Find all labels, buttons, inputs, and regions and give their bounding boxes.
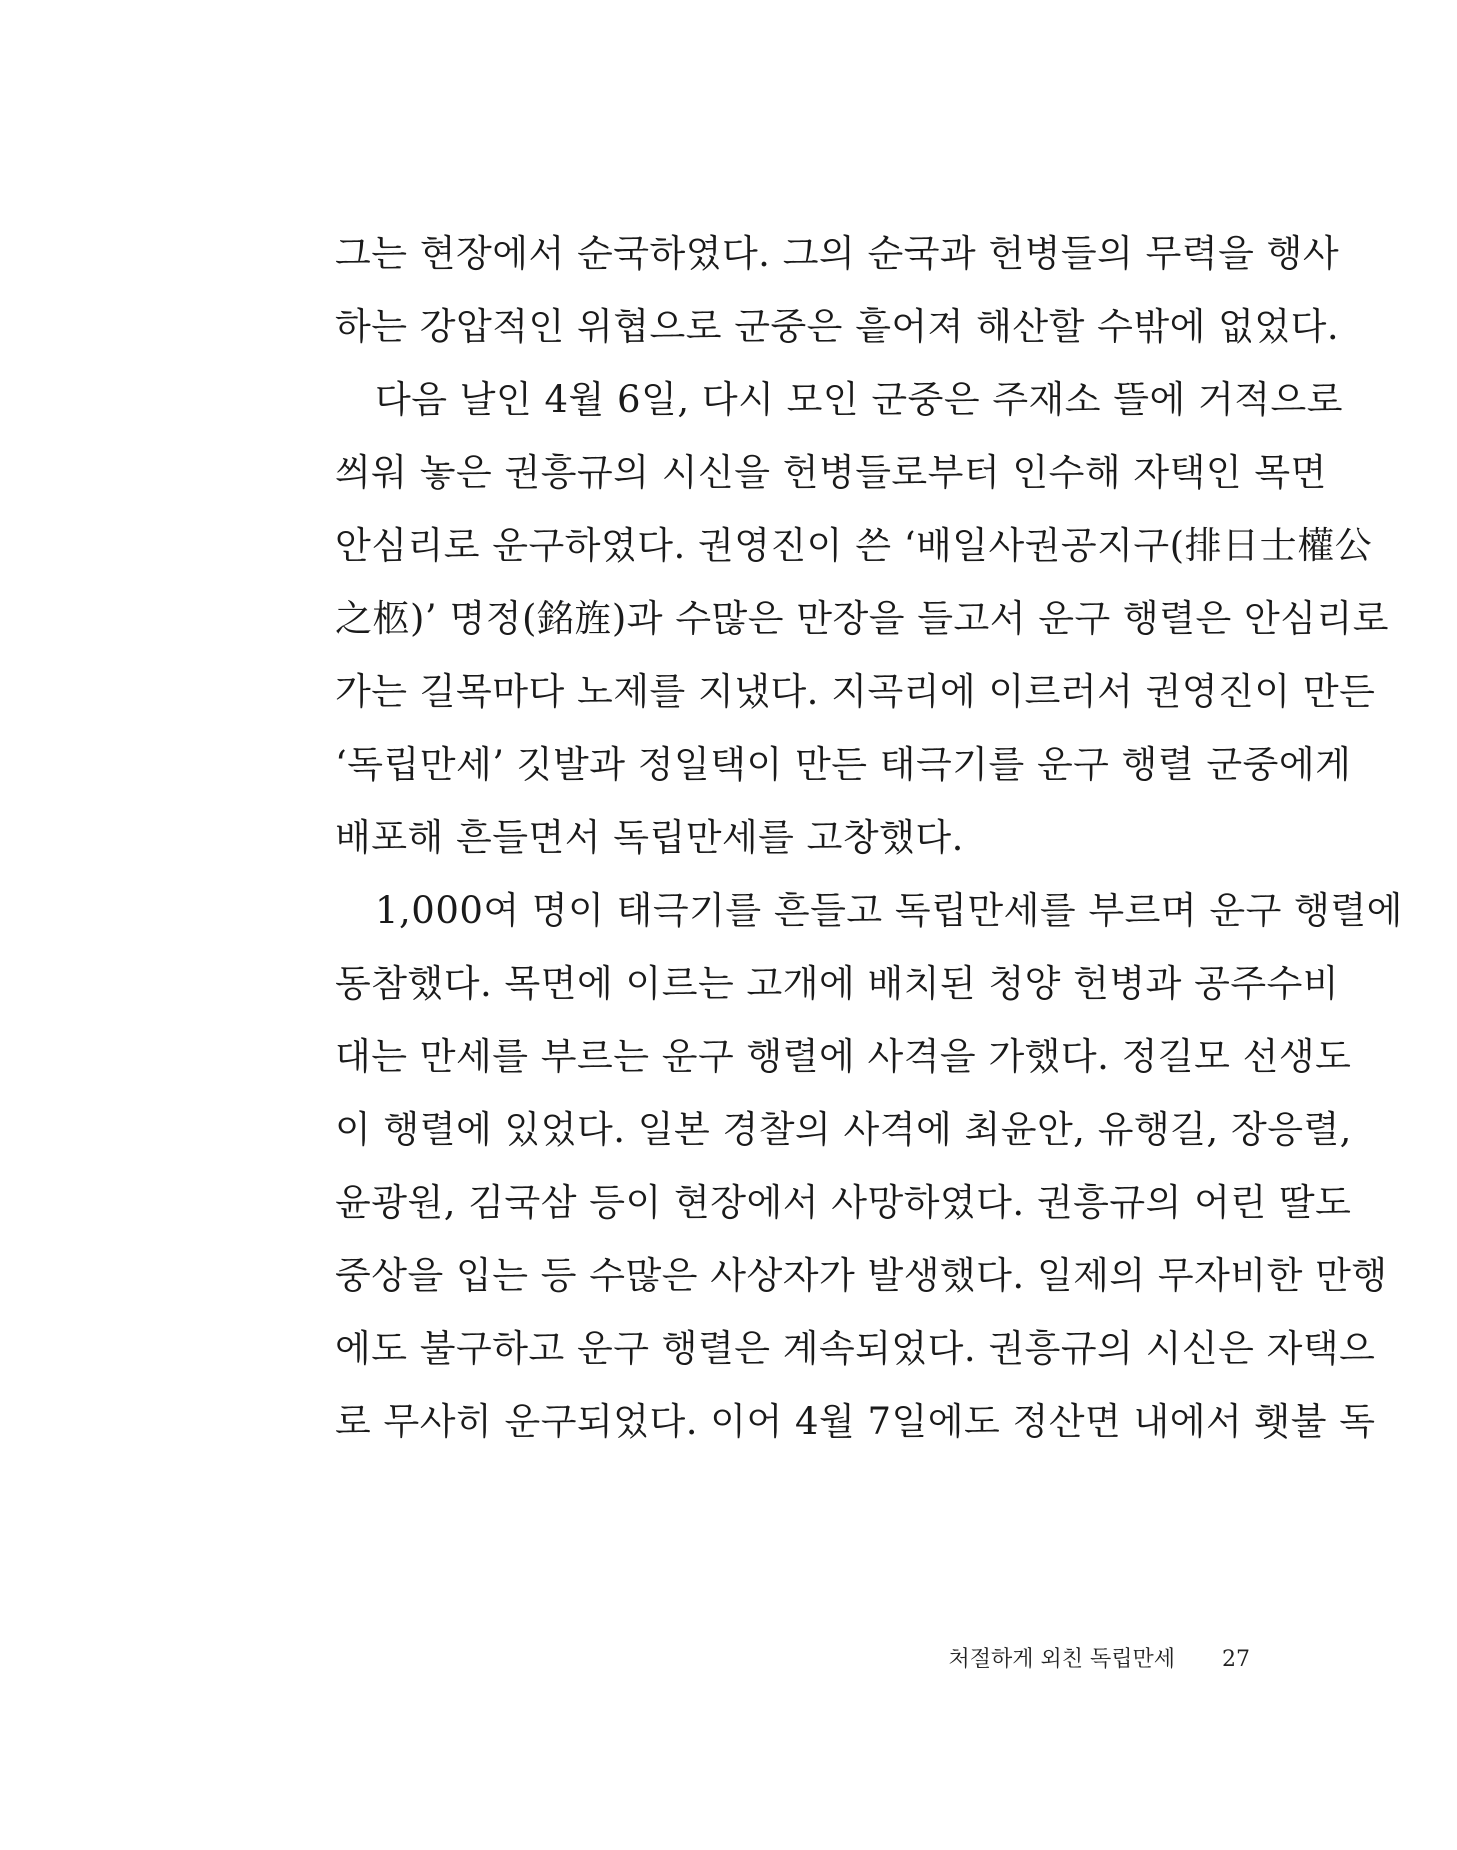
- running-head: 처절하게 외친 독립만세: [948, 1647, 1175, 1672]
- text-line: 그는 현장에서 순국하였다. 그의 순국과 헌병들의 무력을 행사: [335, 232, 1340, 275]
- text-line: 1,000여 명이 태극기를 흔들고 독립만세를 부르며 운구 행렬에: [375, 889, 1403, 932]
- text-line: 대는 만세를 부르는 운구 행렬에 사격을 가했다. 정길모 선생도: [335, 1035, 1352, 1078]
- text-line: 배포해 흔들면서 독립만세를 고창했다.: [335, 816, 964, 859]
- text-line: ‘독립만세’ 깃발과 정일택이 만든 태극기를 운구 행렬 군중에게: [335, 743, 1352, 786]
- text-line: 之柩)’ 명정(銘旌)과 수많은 만장을 들고서 운구 행렬은 안심리로: [335, 597, 1389, 640]
- text-line: 에도 불구하고 운구 행렬은 계속되었다. 권흥규의 시신은 자택으: [335, 1327, 1376, 1370]
- text-line: 중상을 입는 등 수많은 사상자가 발생했다. 일제의 무자비한 만행: [335, 1254, 1388, 1297]
- text-line: 동참했다. 목면에 이르는 고개에 배치된 청양 헌병과 공주수비: [335, 962, 1340, 1005]
- text-line: 이 행렬에 있었다. 일본 경찰의 사격에 최윤안, 유행길, 장응렬,: [335, 1108, 1352, 1151]
- text-line: 가는 길목마다 노제를 지냈다. 지곡리에 이르러서 권영진이 만든: [335, 670, 1376, 713]
- page-footer: [948, 1645, 1250, 1675]
- text-line: 안심리로 운구하였다. 권영진이 쓴 ‘배일사권공지구(排日士權公: [335, 524, 1373, 567]
- page-number: 27: [1222, 1647, 1250, 1672]
- text-line: 씌워 놓은 권흥규의 시신을 헌병들로부터 인수해 자택인 목면: [335, 451, 1327, 494]
- text-line: 다음 날인 4월 6일, 다시 모인 군중은 주재소 뜰에 거적으로: [375, 378, 1344, 421]
- text-line: 로 무사히 운구되었다. 이어 4월 7일에도 정산면 내에서 횃불 독: [335, 1400, 1376, 1443]
- text-line: 하는 강압적인 위협으로 군중은 흩어져 해산할 수밖에 없었다.: [335, 305, 1340, 348]
- text-line: 윤광원, 김국삼 등이 현장에서 사망하였다. 권흥규의 어린 딸도: [335, 1181, 1352, 1224]
